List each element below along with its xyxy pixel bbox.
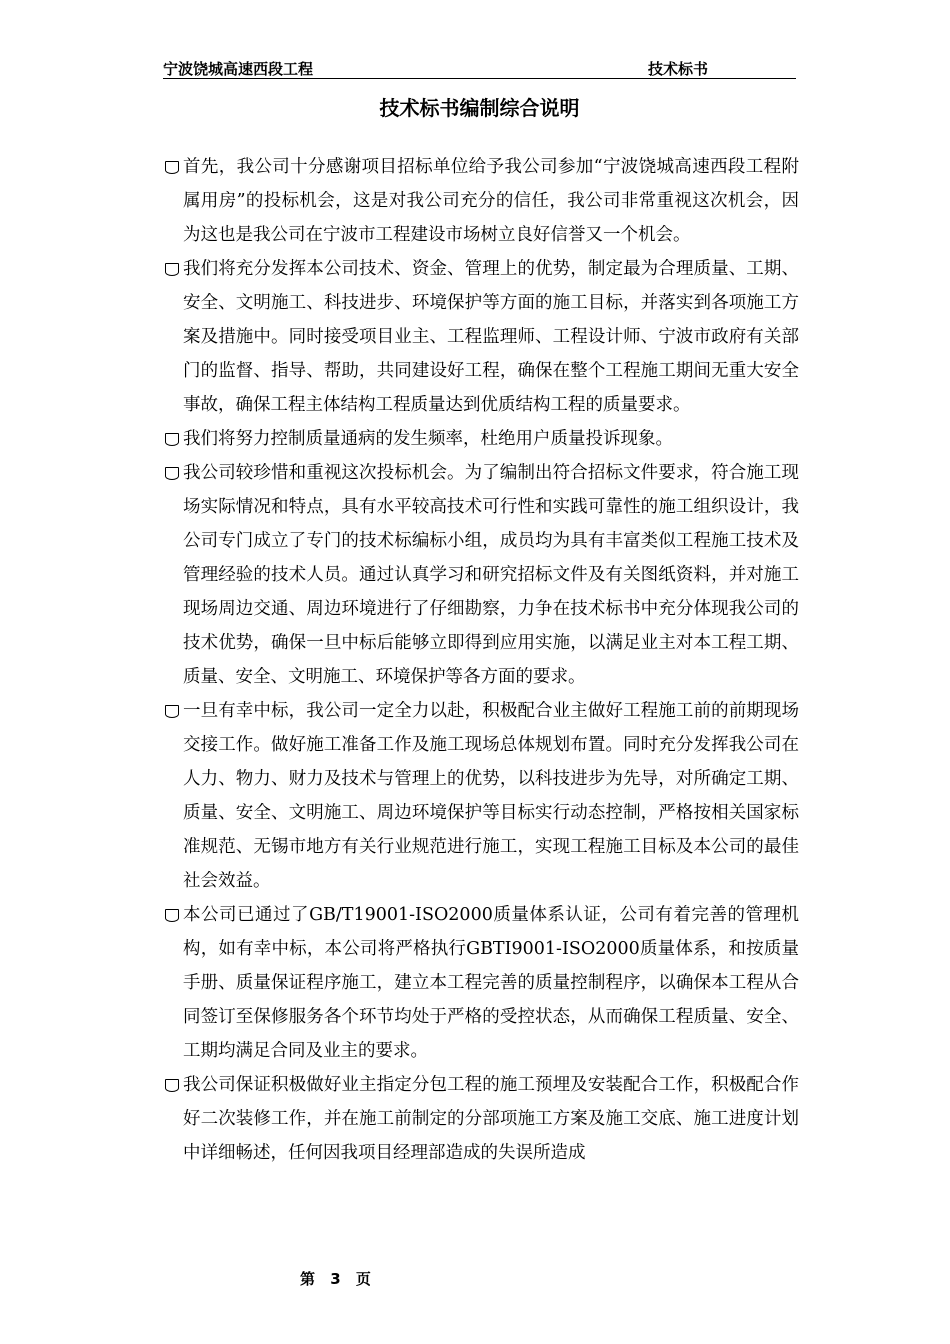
paragraph-text: 一旦有幸中标，我公司一定全力以赴，积极配合业主做好工程施工前的前期现场交接工作。做好施工准备工作及施工现场总体规划布置。同时充分发挥我公司在人力、物力、财力及技术与管理上的优势，以科技进步为先导，对所确定工期、质量、安全、文明施工、周边环境保护等目标实行动态控制，严格按相关国家标准规范、无锡市地方有关行业规范进行施工，实现工程施工目标及本公司的最佳社会效益。: [183, 701, 799, 891]
paragraph-text: 首先，我公司十分感谢项目招标单位给予我公司参加“宁波饶城高速西段工程附属用房”的投标机会，这是对我公司充分的信任，我公司非常重视这次机会，因为这也是我公司在宁波市工程建设市场树立良好信誉又一个机会。: [183, 157, 799, 245]
paragraph: [163, 422, 799, 456]
square-bullet-icon: [165, 161, 179, 174]
paragraph: [163, 1068, 799, 1170]
paragraph-text: 我公司较珍惜和重视这次投标机会。为了编制出符合招标文件要求，符合施工现场实际情况和特点，具有水平较高技术可行性和实践可靠性的施工组织设计，我公司专门成立了专门的技术标编标小组，成员均为具有丰富类似工程施工技术及管理经验的技术人员。通过认真学习和研究招标文件及有关图纸资料，并对施工现场周边交通、周边环境进行了仔细勘察，力争在技术标书中充分体现我公司的技术优势，确保一旦中标后能够立即得到应用实施，以满足业主对本工程工期、质量、安全、文明施工、环境保护等各方面的要求。: [183, 463, 799, 687]
paragraph: [163, 252, 799, 422]
paragraph-text: 本公司已通过了GB/T19001-ISO2000质量体系认证，公司有着完善的管理机构，如有幸中标，本公司将严格执行GBTI9001-ISO2000质量体系，和按质量手册、质量保证程序施工，建立本工程完善的质量控制程序，以确保本工程从合同签订至保修服务各个环节均处于严格的受控状态，从而确保工程质量、安全、工期均满足合同及业主的要求。: [183, 905, 799, 1061]
header-doc-type: 技术标书: [648, 60, 709, 78]
square-bullet-icon: [165, 1079, 179, 1092]
square-bullet-icon: [165, 909, 179, 922]
paragraph-text: 我们将充分发挥本公司技术、资金、管理上的优势，制定最为合理质量、工期、安全、文明施工、科技进步、环境保护等方面的施工目标，并落实到各项施工方案及措施中。同时接受项目业主、工程监理师、工程设计师、宁波市政府有关部门的监督、指导、帮助，共同建设好工程，确保在整个工程施工期间无重大安全事故，确保工程主体结构工程质量达到优质结构工程的质量要求。: [183, 259, 799, 415]
paragraph-text: 我们将努力控制质量通病的发生频率，杜绝用户质量投诉现象。: [183, 429, 673, 449]
square-bullet-icon: [165, 467, 179, 480]
square-bullet-icon: [165, 433, 179, 446]
paragraph: [163, 150, 799, 252]
document-body: [163, 150, 799, 1170]
paragraph: [163, 694, 799, 898]
document-title: 技术标书编制综合说明: [379, 96, 580, 120]
square-bullet-icon: [165, 705, 179, 718]
paragraph: [163, 898, 799, 1068]
paragraph-text: 我公司保证积极做好业主指定分包工程的施工预埋及安装配合工作，积极配合作好二次装修工作，并在施工前制定的分部项施工方案及施工交底、施工进度计划中详细畅述，任何因我项目经理部造成的失误所造成: [183, 1075, 799, 1163]
page-header: [163, 58, 796, 79]
square-bullet-icon: [165, 263, 179, 276]
page-number: 第 3 页: [300, 1270, 371, 1288]
header-project-name: 宁波饶城高速西段工程: [163, 60, 314, 78]
paragraph: [163, 456, 799, 694]
